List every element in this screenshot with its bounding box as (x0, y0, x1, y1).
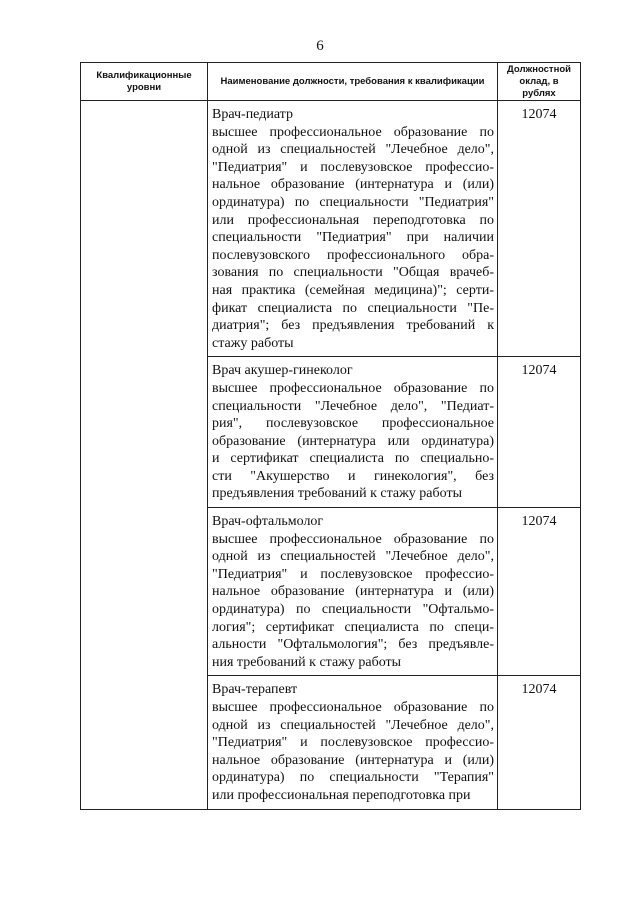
requirement-line: альности "Офтальмология"; без предъявле- (212, 637, 494, 653)
requirement-line: предъявления требований к стажу работы (212, 486, 462, 502)
requirement-line: нальное образование (интернатура и (или) (212, 752, 494, 768)
qualification-level-cell (81, 101, 208, 810)
position-title: Врач-офтальмолог (212, 514, 324, 530)
requirement-line: высшее профессиональное образование по (212, 531, 494, 547)
requirement-line: ния требований к стажу работы (212, 654, 402, 670)
requirement-line: образование (интернатура или ординатура) (212, 433, 494, 449)
requirement-line: фикат специалиста по специальности "Пе- (212, 300, 494, 316)
header-qualification-levels: Квалификационные уровни (81, 63, 208, 101)
qualification-table (80, 62, 581, 810)
requirement-line: логия"; сертификат специалиста по специ- (212, 619, 494, 635)
salary-cell (498, 357, 581, 508)
salary-cell (498, 101, 581, 357)
requirement-line: ная практика (семейная медицина)"; серти- (212, 282, 494, 298)
requirement-line: специальности "Педиатрия" при наличии (212, 230, 494, 246)
requirement-line: "Педиатрия" и послевузовское профессио- (212, 159, 494, 175)
requirement-line: одной из специальностей "Лечебное дело", (212, 717, 494, 733)
position-cell (208, 357, 498, 508)
position-cell (208, 101, 498, 357)
requirement-line: нальное образование (интернатура и (или) (212, 584, 494, 600)
requirement-line: высшее профессиональное образование по (212, 124, 494, 140)
position-title: Врач акушер-гинеколог (212, 363, 353, 379)
requirement-line: одной из специальностей "Лечебное дело", (212, 142, 494, 158)
header-salary: Должностной оклад, в рублях (498, 63, 581, 101)
requirement-line: "Педиатрия" и послевузовское профессио- (212, 566, 494, 582)
requirement-line: ординатура) по специальности "Офтальмо- (212, 602, 494, 618)
position-title: Врач-педиатр (212, 107, 293, 122)
salary-value: 12074 (521, 107, 557, 122)
requirement-line: и сертификат специалиста по специально- (212, 451, 494, 467)
salary-value: 12074 (521, 514, 557, 530)
requirement-line: высшее профессиональное образование по (212, 700, 494, 715)
page-number: 6 (316, 38, 324, 54)
requirement-line: ординатура) по специальности "Терапия" (212, 770, 494, 786)
salary-cell (498, 676, 581, 809)
requirement-line: специальности "Лечебное дело", "Педиат- (212, 398, 494, 414)
requirement-line: сти "Акушерство и гинекология", без (212, 468, 494, 484)
position-cell (208, 508, 498, 676)
salary-cell (498, 508, 581, 676)
salary-value: 12074 (521, 363, 557, 379)
table-row (81, 101, 581, 357)
requirement-line: или профессиональная переподготовка по (212, 212, 494, 228)
requirement-line: зования по специальности "Общая врачеб- (212, 265, 494, 281)
requirement-line: или профессиональная переподготовка при (212, 787, 471, 803)
table-header-row (81, 63, 581, 101)
position-title: Врач-терапевт (212, 682, 298, 698)
position-cell (208, 676, 498, 809)
requirement-line: диатрия"; без предъявления требований к (212, 318, 494, 334)
requirement-line: стажу работы (212, 335, 294, 351)
header-position-requirements: Наименование должности, требования к квалификации (208, 63, 498, 101)
requirement-line: одной из специальностей "Лечебное дело", (212, 549, 494, 565)
table-body (81, 101, 581, 810)
requirement-line: нальное образование (интернатура и (или) (212, 177, 494, 193)
requirement-line: высшее профессиональное образование по (212, 380, 494, 396)
requirement-line: послевузовского профессионального обра- (212, 247, 494, 263)
salary-value: 12074 (521, 682, 557, 698)
requirement-line: ординатура) по специальности "Педиатрия" (212, 194, 494, 210)
requirement-line: "Педиатрия" и послевузовское профессио- (212, 735, 494, 751)
requirement-line: рия", послевузовское профессиональное (212, 416, 494, 432)
